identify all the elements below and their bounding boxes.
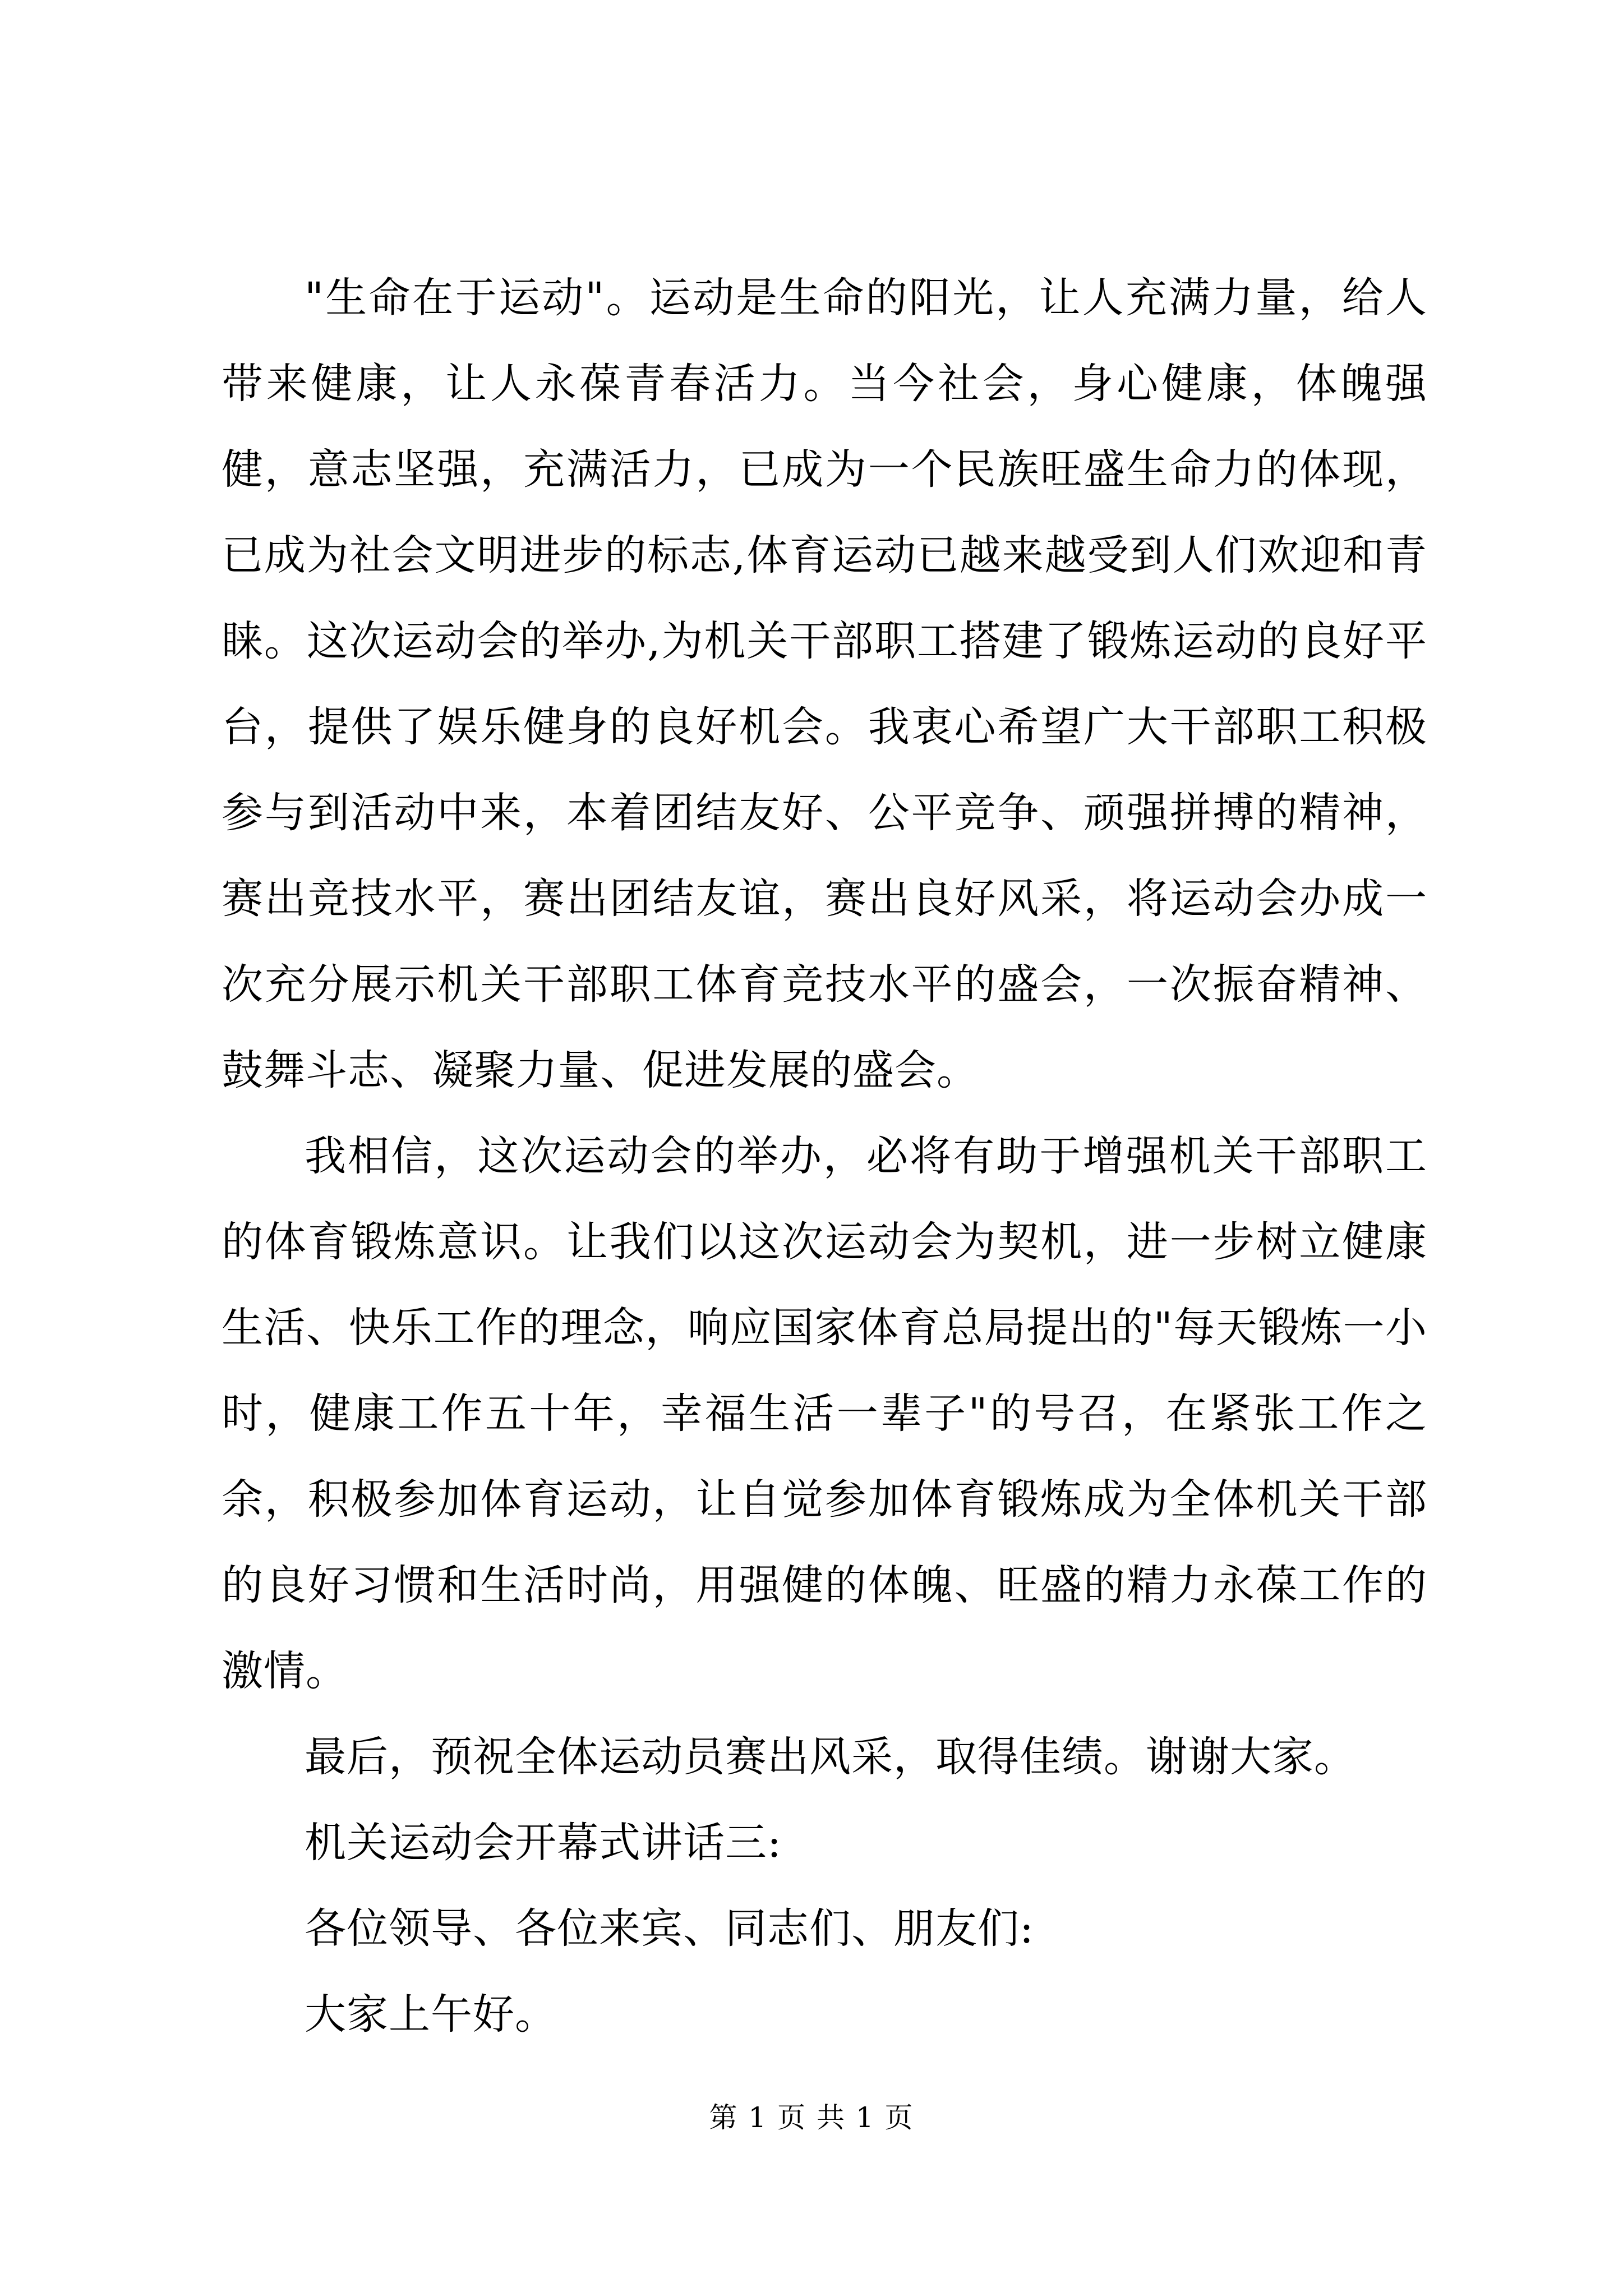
- speech-title-line: 机关运动会开幕式讲话三:: [305, 1819, 782, 1867]
- paragraph-sports-life: "生命在于运动"。运动是生命的阳光，让人充满力量，给人带来健康，让人永葆青春活力。当今社会，身心健康，体魄强健，意志坚强，充满活力，已成为一个民族旺盛生命力的体现，已成为社会文明进步的标志,体育运动已越来越受到人们欢迎和青睐。这次运动会的举办,为机关干部职工搭建了锻炼运动的良好平台，提供了娱乐健身的良好机会。我衷心希望广大干部职工积极参与到活动中来，本着团结友好、公平竞争、顽强拼搏的精神，赛出竞技水平，赛出团结友谊，赛出良好风采，将运动会办成一次充分展示机关干部职工体育竞技水平的盛会，一次振奋精神、鼓舞斗志、凝聚力量、促进发展的盛会。: [222, 274, 1427, 1094]
- greeting-line: 大家上午好。: [305, 1990, 557, 2039]
- paragraph-belief: 我相信，这次运动会的举办，必将有助于增强机关干部职工的体育锻炼意识。让我们以这次运动会为契机，进一步树立健康生活、快乐工作的理念，响应国家体育总局提出的"每天锻炼一小时，健康工作五十年，幸福生活一辈子"的号召，在紧张工作之余，积极参加体育运动，让自觉参加体育锻炼成为全体机关干部的良好习惯和生活时尚，用强健的体魄、旺盛的精力永葆工作的激情。: [222, 1132, 1427, 1695]
- paragraph-closing: 最后，预祝全体运动员赛出风采，取得佳绩。谢谢大家。: [305, 1733, 1356, 1781]
- page-footer: 第 1 页 共 1 页: [709, 2101, 914, 2134]
- document-body: [222, 255, 1427, 2058]
- salutation-line: 各位领导、各位来宾、同志们、朋友们:: [305, 1904, 1034, 1953]
